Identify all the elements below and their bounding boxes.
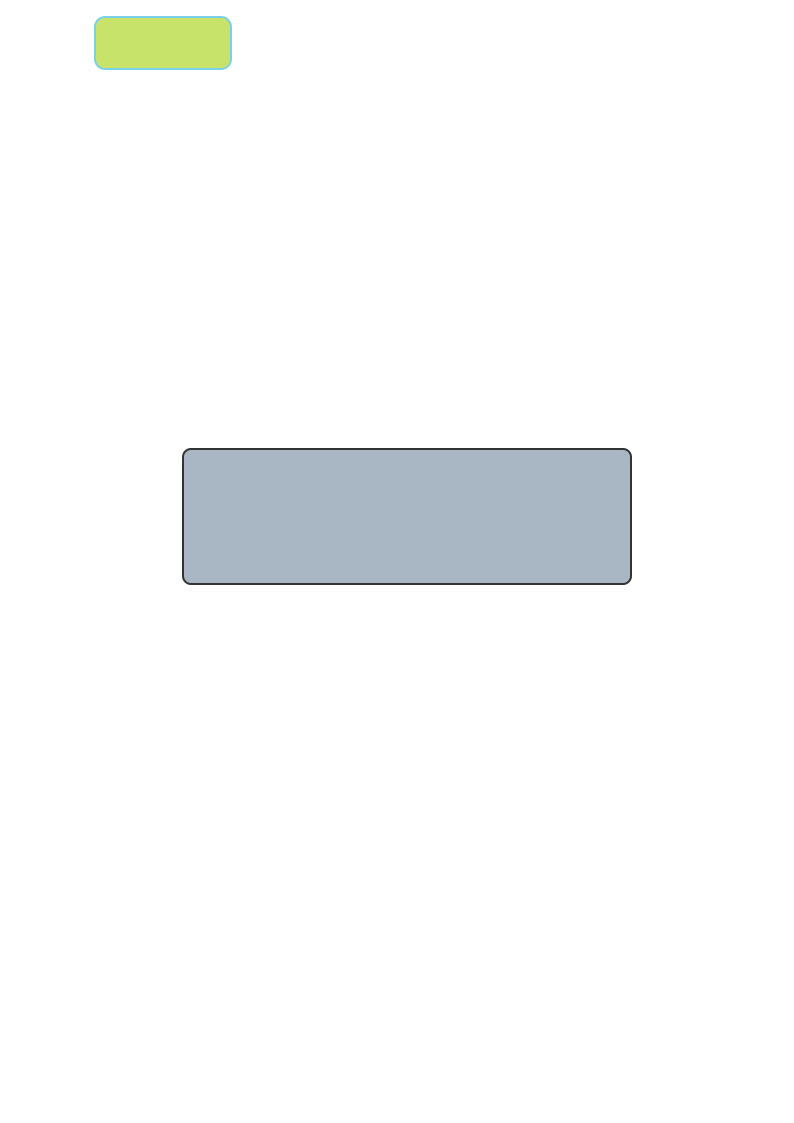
list-item bbox=[112, 174, 136, 213]
section-4-1-heading bbox=[92, 404, 108, 423]
section-3-5-heading bbox=[92, 133, 108, 152]
list-item bbox=[112, 252, 136, 291]
fridge-logo bbox=[94, 16, 232, 70]
indicator-panel bbox=[182, 448, 632, 585]
list-item bbox=[112, 213, 136, 252]
precheck-list bbox=[112, 174, 136, 330]
list-item bbox=[112, 291, 136, 330]
chapter-4-heading bbox=[0, 352, 794, 377]
